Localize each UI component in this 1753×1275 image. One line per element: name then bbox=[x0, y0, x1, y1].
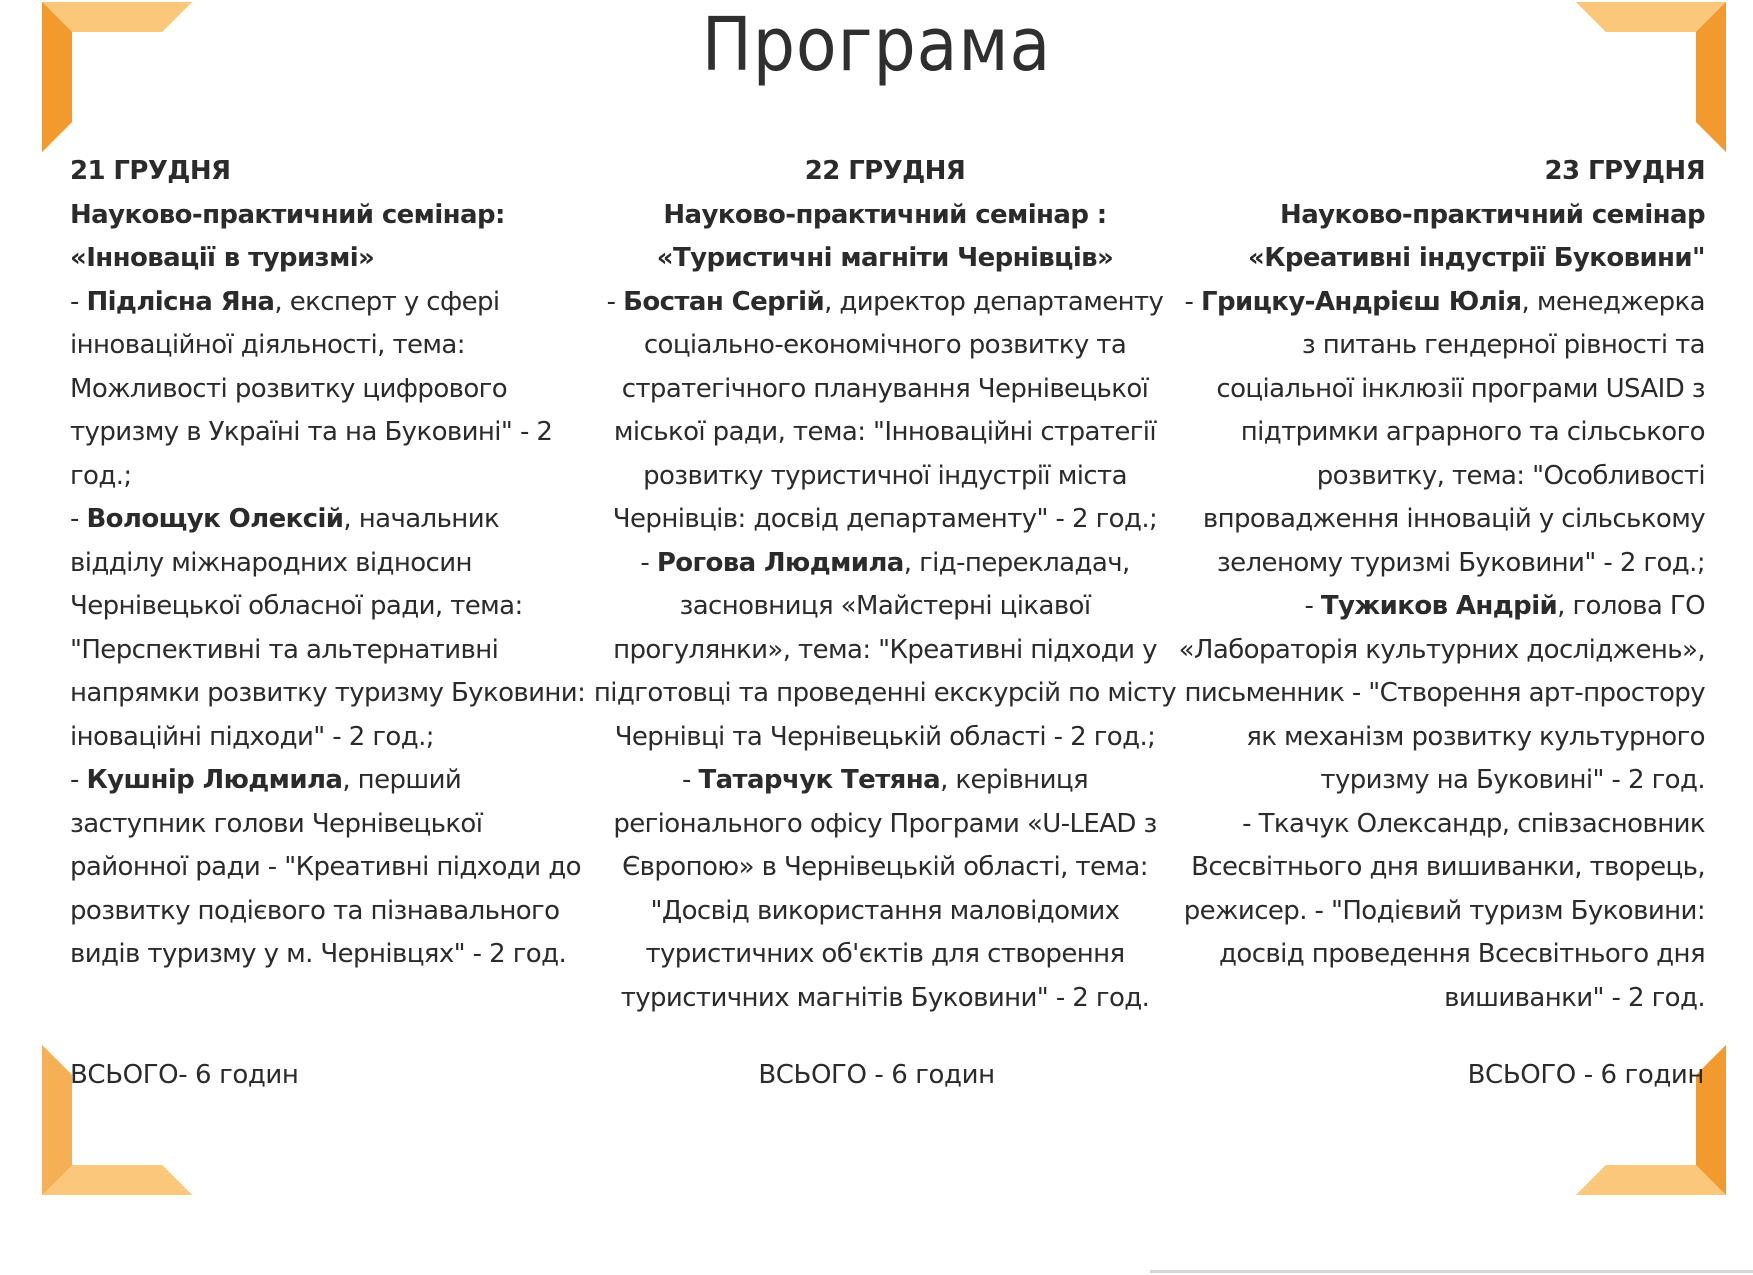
total-hours-day-2: ВСЬОГО - 6 годин bbox=[758, 1060, 995, 1090]
speaker-name: Кушнір Людмила bbox=[86, 765, 343, 795]
item-description: , директор департаменту соціально-економічного розвитку та стратегічного планування Чернівецької міської ради, тема: "Інноваційні стратегії розвитку туристичної індустрії міста Чернівців: досвід департаменту" - 2 год.; bbox=[612, 286, 1164, 534]
item-description: , експерт у сфері інноваційної діяльності, тема: Можливості розвитку цифрового туризму в Україні та на Буковині" - 2 год.; bbox=[70, 286, 553, 491]
total-hours-day-3: ВСЬОГО - 6 годин bbox=[1467, 1060, 1704, 1090]
item-dash: - bbox=[640, 547, 657, 578]
speaker-name: Тужиков Андрій bbox=[1320, 591, 1558, 621]
program-day-1 bbox=[70, 150, 595, 977]
seminar-type: Науково-практичний семінар bbox=[1280, 199, 1705, 230]
item-description: , керівниця регіонального офісу Програми «U-LEAD з Європою» в Чернівецькій області, тема: "Досвід використання маловідомих туристичних об'єктів для створення туристичних магнітів Буковини" - 2 год. bbox=[613, 765, 1157, 1013]
total-hours-day-1: ВСЬОГО- 6 годин bbox=[70, 1060, 299, 1090]
program-item bbox=[70, 759, 595, 977]
program-day-2 bbox=[590, 150, 1180, 1020]
speaker-name: Рогова Людмила bbox=[656, 547, 904, 578]
item-dash: - bbox=[681, 765, 699, 795]
program-item bbox=[590, 759, 1180, 1020]
day-date: 23 ГРУДНЯ bbox=[1544, 156, 1705, 186]
item-dash: - bbox=[1304, 591, 1321, 621]
seminar-type: Науково-практичний семінар : bbox=[663, 199, 1107, 230]
speaker-name: Волощук Олексій bbox=[86, 504, 344, 534]
program-item bbox=[70, 498, 595, 759]
item-description: Ткачук Олександр, співзасновник Всесвітнього дня вишиванки, творець, режисер. - "Подієвий туризм Буковини: досвід проведення Всесвітнього дня вишиванки" - 2 год. bbox=[1183, 808, 1705, 1013]
day-date: 22 ГРУДНЯ bbox=[804, 156, 966, 186]
item-description: , голова ГО «Лабораторія культурних досліджень», письменник - "Створення арт-простору як механізм розвитку культурного туризму на Буковині" - 2 год. bbox=[1178, 591, 1705, 795]
speaker-name: Бостан Сергій bbox=[623, 286, 825, 317]
seminar-topic: «Інновації в туризмі» bbox=[70, 243, 375, 273]
item-description: , гід-перекладач, засновниця «Майстерні цікавої прогулянки», тема: "Креативні підходи у підготовці та проведенні екскурсій по місту Чернівці та Чернівецькій області - 2 год.; bbox=[593, 547, 1177, 752]
day-date: 21 ГРУДНЯ bbox=[70, 156, 231, 186]
program-item bbox=[1175, 803, 1705, 1021]
program-item bbox=[1175, 585, 1705, 803]
item-dash: - bbox=[70, 286, 87, 317]
speaker-name: Підлісна Яна bbox=[86, 286, 275, 317]
seminar-type: Науково-практичний семінар: bbox=[70, 199, 505, 230]
item-dash: - bbox=[70, 504, 87, 534]
item-description: , начальник відділу міжнародних відносин Чернівецької обласної ради, тема: "Перспективні та альтернативні напрямки розвитку туризму Буковини: іноваційні підходи" - 2 год.; bbox=[70, 504, 586, 752]
speaker-name: Татарчук Тетяна bbox=[698, 765, 941, 795]
speaker-name: Грицку-Андрієш Юлія bbox=[1201, 286, 1522, 317]
item-dash: - bbox=[1184, 286, 1201, 317]
item-dash: - bbox=[1242, 808, 1259, 839]
item-description: , менеджерка з питань гендерної рівності та соціальної інклюзії програми USAID з підтримки аграрного та сільського розвитку, тема: "Особливості впровадження інновацій у сільському зеленому туризмі Буковини" - 2 год.; bbox=[1202, 286, 1705, 578]
item-description: , перший заступник голови Чернівецької районної ради - "Креативні підходи до розвитку подієвого та пізнавального видів туризму у м. Чернівцях" - 2 год. bbox=[70, 765, 581, 969]
page-title: Програма bbox=[701, 2, 1052, 88]
item-dash: - bbox=[70, 765, 87, 795]
program-item bbox=[590, 542, 1180, 760]
scan-edge-line bbox=[1150, 1270, 1753, 1273]
seminar-topic: «Туристичні магніти Чернівців» bbox=[656, 243, 1114, 273]
seminar-topic: «Креативні індустрії Буковини" bbox=[1248, 243, 1705, 273]
program-item bbox=[70, 281, 595, 499]
program-item bbox=[590, 281, 1180, 542]
program-day-3 bbox=[1175, 150, 1705, 1020]
program-item bbox=[1175, 281, 1705, 586]
item-dash: - bbox=[606, 286, 624, 317]
